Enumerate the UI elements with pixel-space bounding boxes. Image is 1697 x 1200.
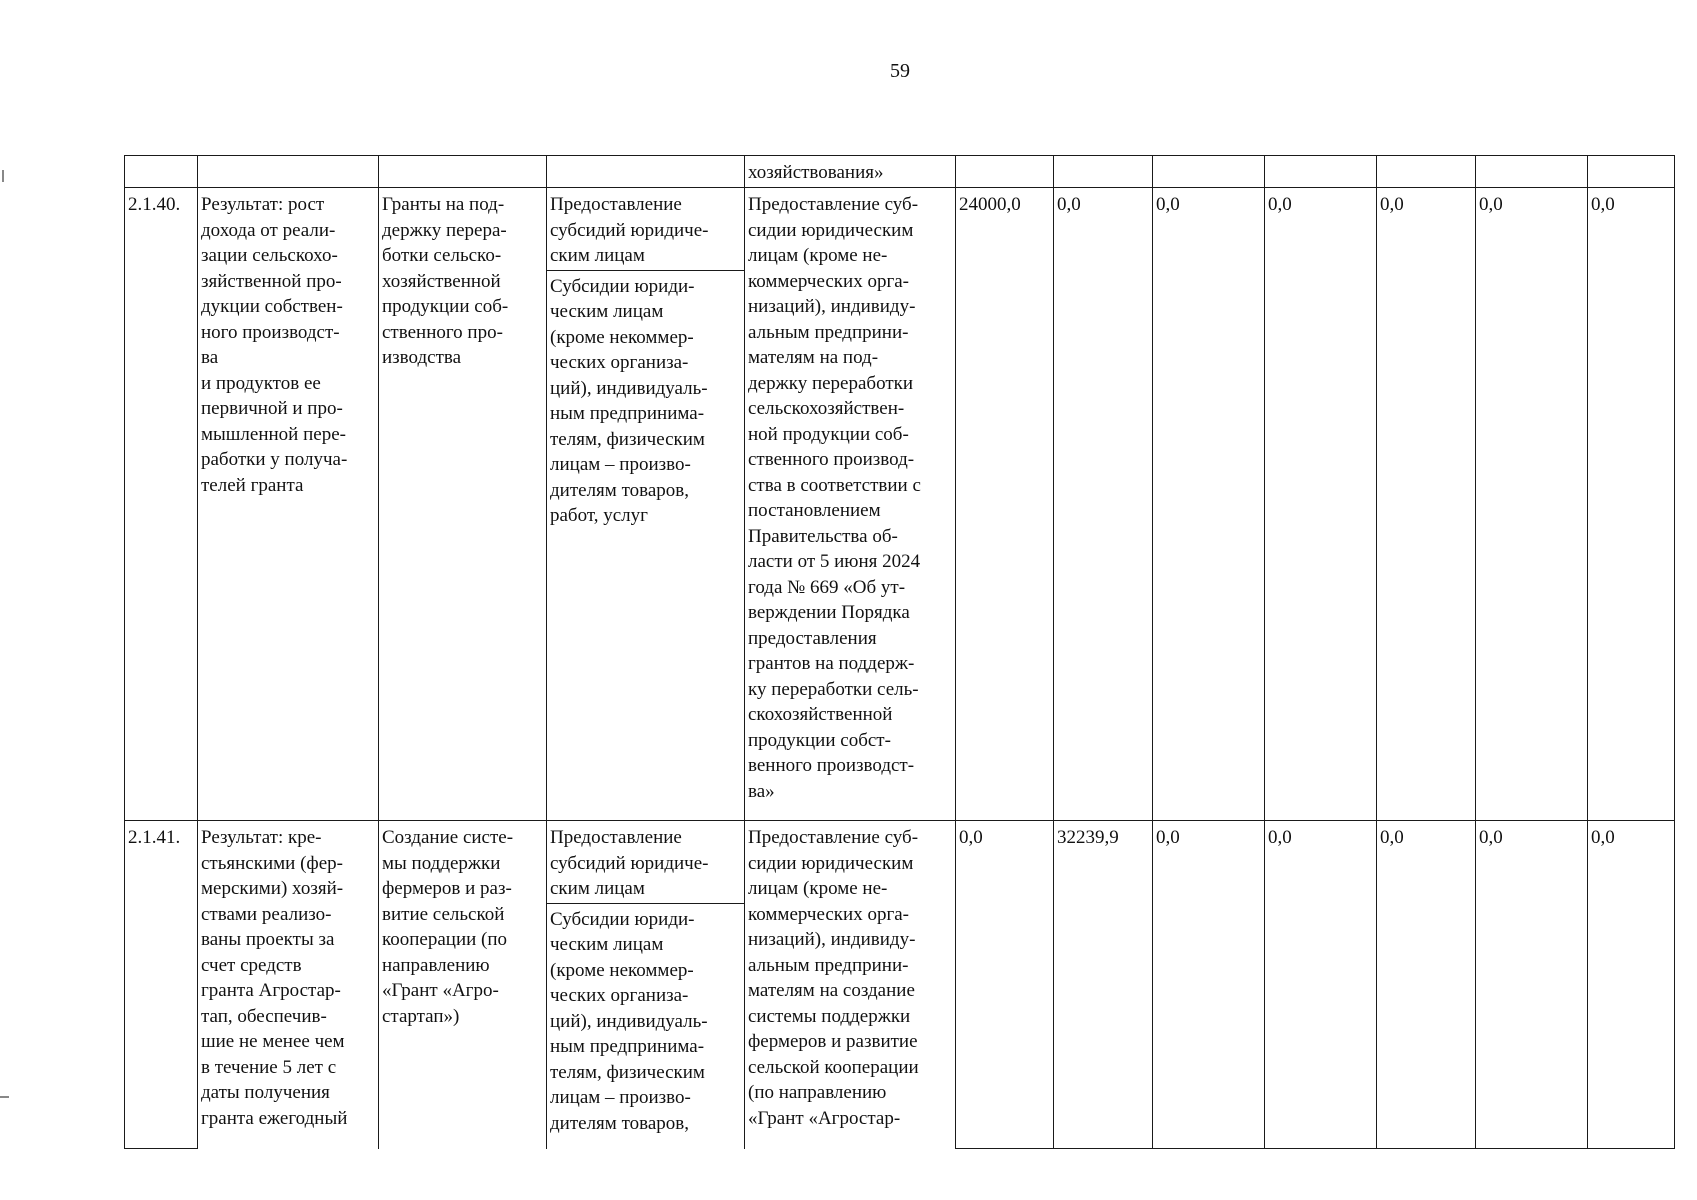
value-cell: 0,0 [1054, 188, 1153, 821]
page-number: 59 [890, 60, 910, 82]
result-cell: Результат: рост дохода от реали- зации сельскохо- зяйственной про- дукции собствен- ного производст- ва и продуктов ее первичной и про- мышленной пере- работки у получа- телей гранта [198, 188, 379, 821]
value-cell: 0,0 [1377, 188, 1476, 821]
continuation-text: хозяйствования» [745, 156, 956, 188]
continuation-row [125, 156, 1675, 188]
value-cell: 24000,0 [956, 188, 1054, 821]
value-cell: 0,0 [1265, 821, 1377, 1149]
recipient-type: Субсидии юриди- ческим лицам (кроме некоммер- ческих организа- ций), индивидуаль- ным предпринима- телям, физическим лицам – произво- дителям товаров, работ, услуг [550, 275, 708, 526]
table-cell [1054, 156, 1153, 188]
result-cell: Результат: кре- стьянскими (фер- мерскими) хозяй- ствами реализо- ваны проекты за счет средств гранта Агростар- тап, обеспечив- шие не менее чем в течение 5 лет с даты получения гранта ежегодный [198, 821, 379, 1149]
table-cell [1265, 156, 1377, 188]
description-cell: Предоставление суб- сидии юридическим лицам (кроме не- коммерческих орга- низаций), индивиду- альным предприни- мателям на создание системы поддержки фермеров и развитие сельской кооперации (по направлению «Грант «Агростар- [745, 821, 956, 1149]
value-cell: 0,0 [1476, 188, 1588, 821]
expense-type: Предоставление субсидий юридиче- ским лицам [547, 192, 744, 271]
table-cell [547, 156, 745, 188]
table-cell [1476, 156, 1588, 188]
row-code: 2.1.40. [125, 188, 198, 821]
recipient-type: Субсидии юриди- ческим лицам (кроме некоммер- ческих организа- ций), индивидуаль- ным предпринима- телям, физическим лицам – произво- дителям товаров, [550, 908, 708, 1134]
budget-table [124, 155, 1675, 1149]
expense-cell [547, 188, 745, 821]
scan-mark [0, 1096, 9, 1098]
expense-cell [547, 821, 745, 1149]
value-cell: 0,0 [1265, 188, 1377, 821]
value-cell: 0,0 [1588, 188, 1675, 821]
value-cell: 0,0 [1476, 821, 1588, 1149]
table-cell [125, 156, 198, 188]
value-cell: 0,0 [1377, 821, 1476, 1149]
value-cell: 0,0 [1153, 821, 1265, 1149]
table-cell [956, 156, 1054, 188]
table-row [125, 821, 1675, 1149]
table-row [125, 188, 1675, 821]
table-cell [198, 156, 379, 188]
value-cell: 0,0 [1588, 821, 1675, 1149]
description-cell: Предоставление суб- сидии юридическим лицам (кроме не- коммерческих орга- низаций), индивиду- альным предприни- мателям на под- держку переработки сельскохозяйствен- ной продукции соб- ственного производ- ства в соответствии с постановлением Правительства об- ласти от 5 июня 2024 года № 669 «Об ут- верждении Порядка предоставления грантов на поддерж- ку переработки сель- скохозяйственной продукции собст- венного производст- ва» [745, 188, 956, 821]
value-cell: 32239,9 [1054, 821, 1153, 1149]
table-cell [1588, 156, 1675, 188]
measure-cell: Гранты на под- держку перера- ботки сельско- хозяйственной продукции соб- ственного про- изводства [379, 188, 547, 821]
table-cell [1153, 156, 1265, 188]
table-cell [1377, 156, 1476, 188]
table-cell [379, 156, 547, 188]
value-cell: 0,0 [956, 821, 1054, 1149]
value-cell: 0,0 [1153, 188, 1265, 821]
scan-mark [2, 170, 4, 182]
expense-type: Предоставление субсидий юридиче- ским лицам [547, 825, 744, 904]
measure-cell: Создание систе- мы поддержки фермеров и раз- витие сельской кооперации (по направлению «Грант «Агро- стартап») [379, 821, 547, 1149]
row-code: 2.1.41. [125, 821, 198, 1149]
